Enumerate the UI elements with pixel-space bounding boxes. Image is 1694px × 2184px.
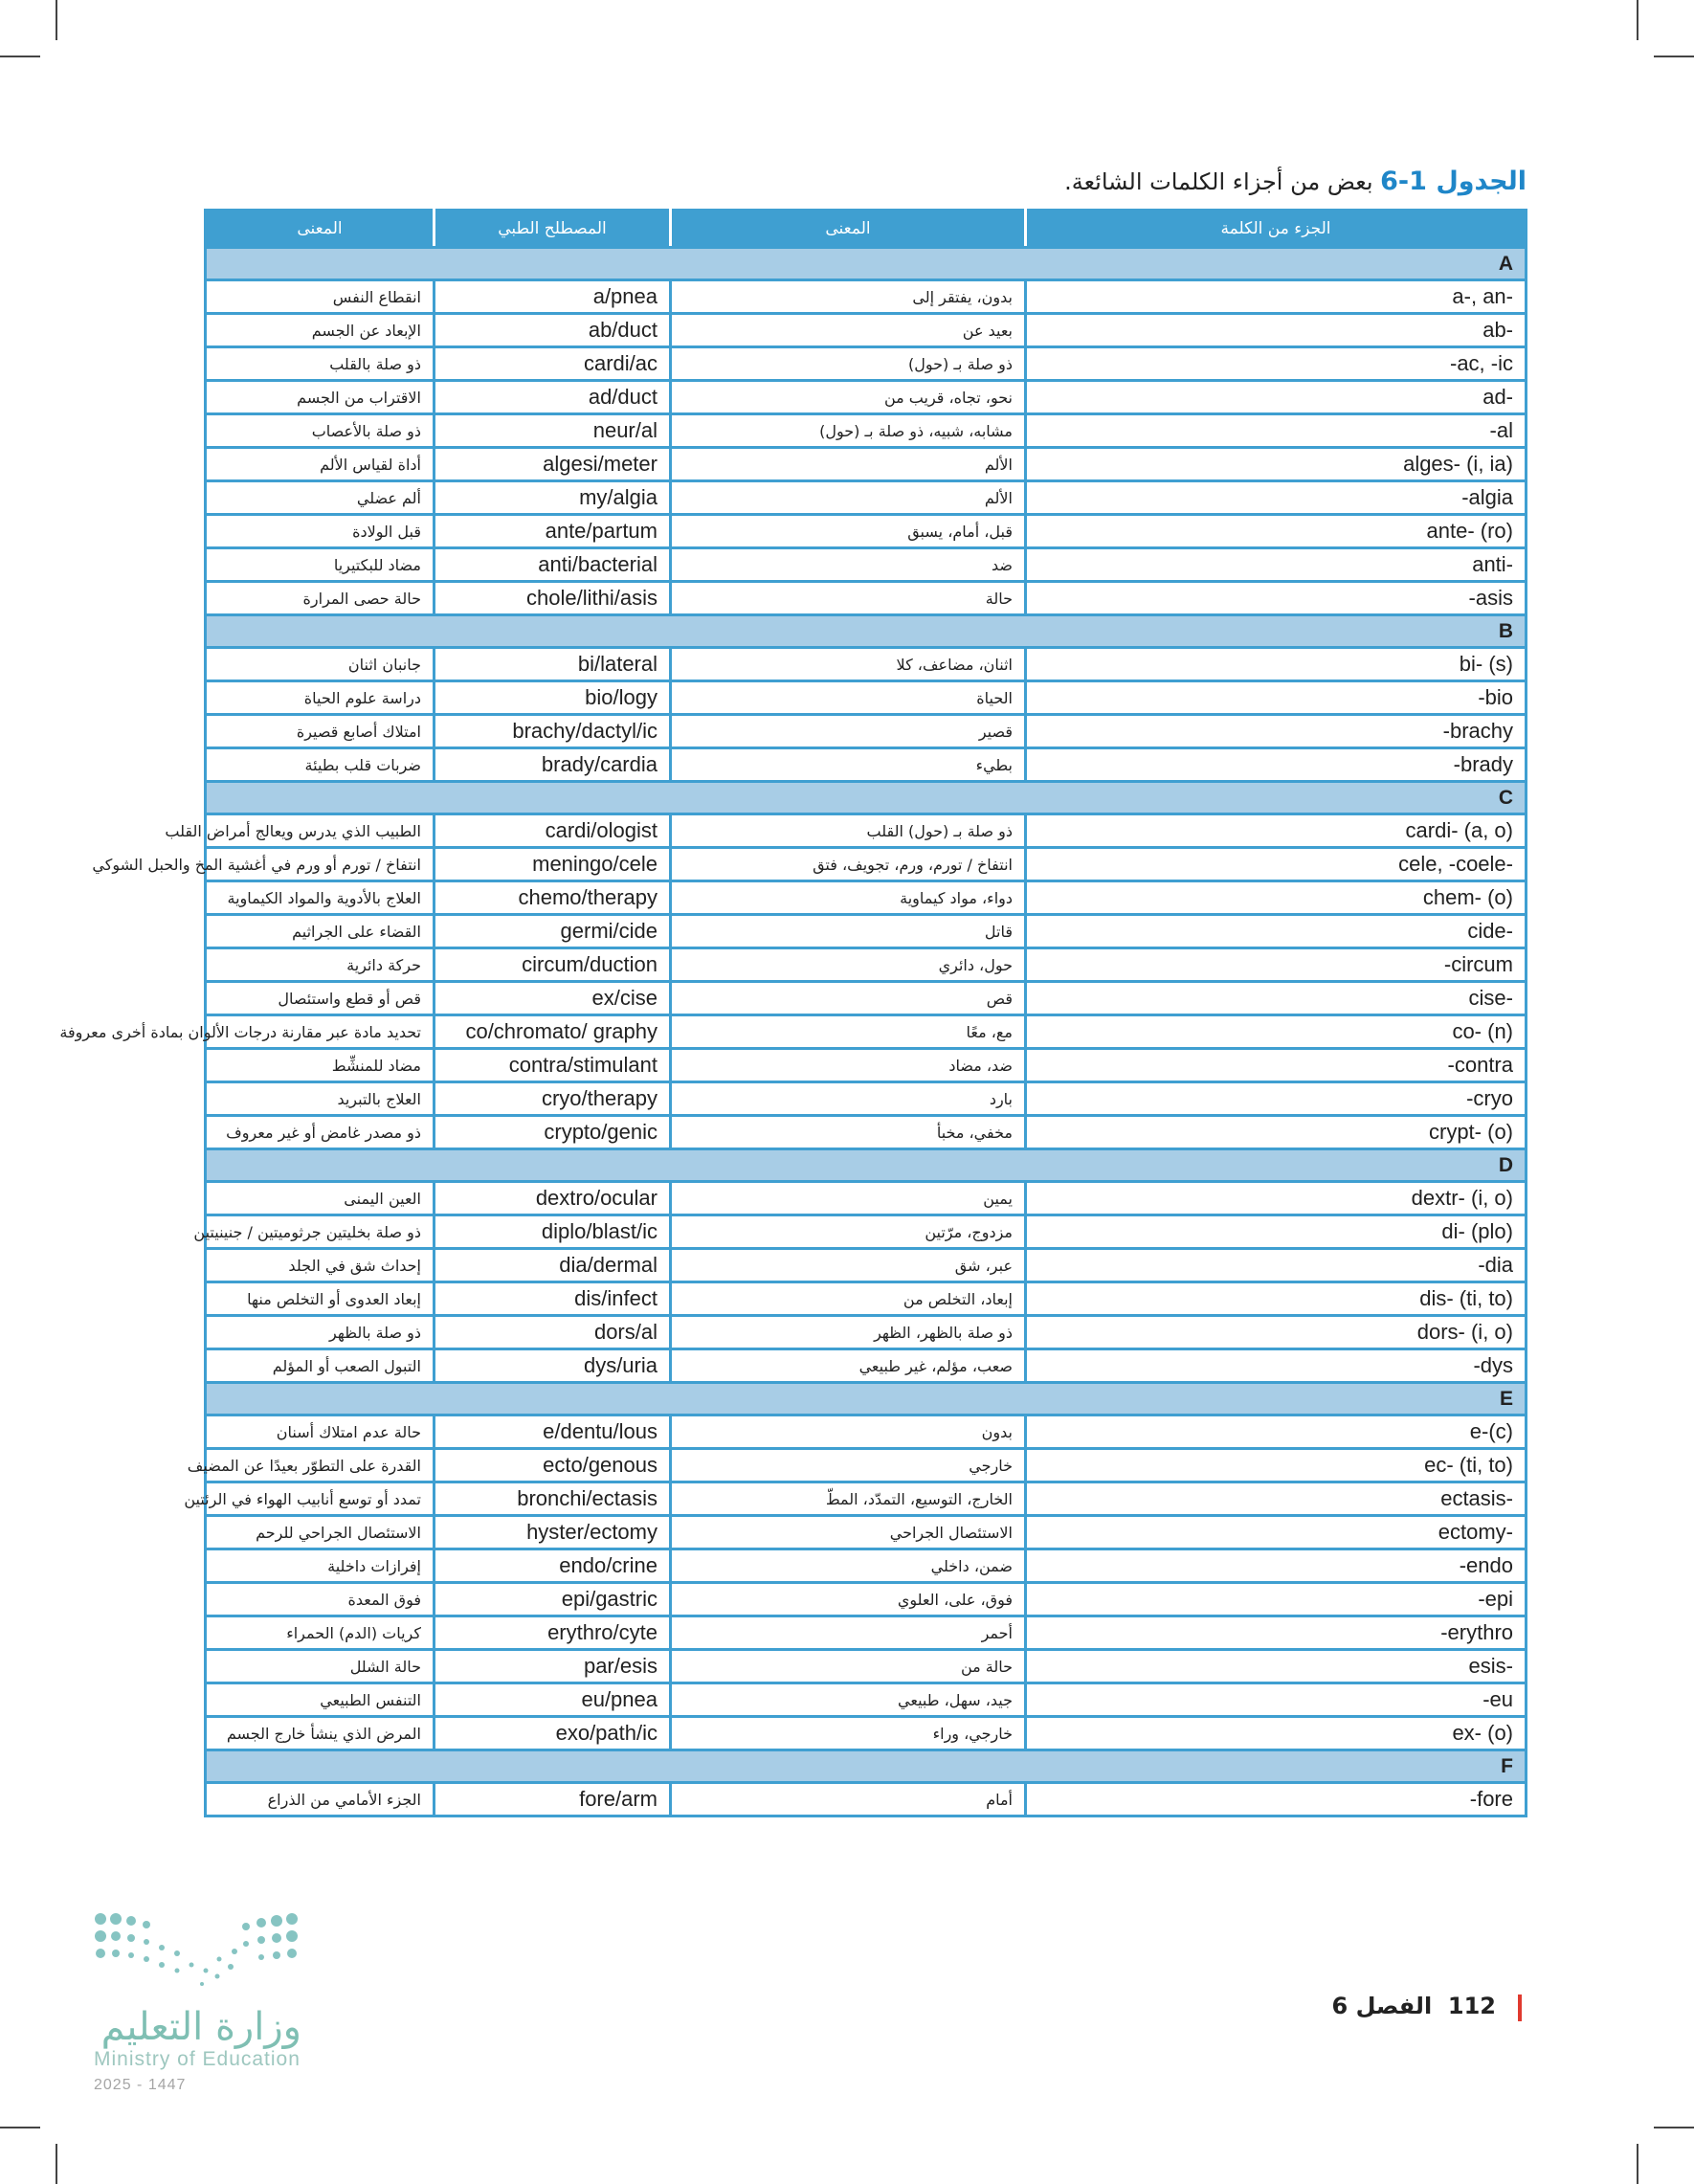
meaning-cell: نحو، تجاه، قريب من [671, 381, 1026, 414]
caption-text: بعض من أجزاء الكلمات الشائعة. [1064, 168, 1381, 195]
medical-term-cell: anti/bacterial [435, 548, 671, 582]
medical-term-cell: ecto/genous [435, 1449, 671, 1482]
word-part-cell: -asis [1026, 582, 1527, 615]
example-meaning-cell: انقطاع النفس [206, 280, 435, 314]
example-meaning-cell: العين اليمنى [206, 1182, 435, 1215]
example-meaning-cell: الجزء الأمامي من الذراع [206, 1783, 435, 1816]
medical-term-cell: ante/partum [435, 515, 671, 548]
table-row [206, 915, 1527, 948]
example-meaning-cell: إفرازات داخلية [206, 1549, 435, 1583]
medical-term-cell: ex/cise [435, 982, 671, 1015]
caption-label: الجدول 1-6 [1380, 167, 1527, 196]
logo-year-text: 2025 - 1447 [94, 2077, 187, 2093]
footer-page-info [1332, 1993, 1496, 2019]
meaning-cell: قصير [671, 715, 1026, 748]
table-row [206, 582, 1527, 615]
word-part-cell: cele, -coele- [1026, 848, 1527, 881]
medical-term-cell: cardi/ac [435, 347, 671, 381]
word-part-cell: esis- [1026, 1650, 1527, 1683]
table-row [206, 448, 1527, 481]
word-part-cell: -cryo [1026, 1082, 1527, 1116]
crop-mark [56, 0, 57, 40]
word-part-cell: -dia [1026, 1249, 1527, 1282]
table-row [206, 881, 1527, 915]
word-part-cell: ad- [1026, 381, 1527, 414]
table-row [206, 1415, 1527, 1449]
meaning-cell: الألم [671, 448, 1026, 481]
medical-term-cell: algesi/meter [435, 448, 671, 481]
example-meaning-cell: حالة الشلل [206, 1650, 435, 1683]
table-row [206, 1717, 1527, 1750]
medical-term-cell: germi/cide [435, 915, 671, 948]
header-meaning-2: المعنى [206, 211, 435, 248]
section-letter: B [206, 615, 1527, 648]
meaning-cell: بعيد عن [671, 314, 1026, 347]
header-word-part: الجزء من الكلمة [1026, 211, 1527, 248]
logo-arabic-text: وزارة التعليم [100, 2005, 301, 2049]
word-part-cell: -contra [1026, 1049, 1527, 1082]
word-part-cell: bi- (s) [1026, 648, 1527, 681]
medical-term-cell: dextro/ocular [435, 1182, 671, 1215]
word-part-cell: dextr- (i, o) [1026, 1182, 1527, 1215]
medical-term-cell: dis/infect [435, 1282, 671, 1316]
meaning-cell: قاتل [671, 915, 1026, 948]
meaning-cell: أحمر [671, 1616, 1026, 1650]
word-part-cell: ante- (ro) [1026, 515, 1527, 548]
table-row [206, 280, 1527, 314]
medical-term-cell: brady/cardia [435, 748, 671, 782]
word-part-cell: chem- (o) [1026, 881, 1527, 915]
meaning-cell: قبل، أمام، يسبق [671, 515, 1026, 548]
meaning-cell: حول، دائري [671, 948, 1026, 982]
example-meaning-cell: قص أو قطع واستئصال [206, 982, 435, 1015]
crop-mark [1637, 0, 1638, 40]
medical-term-cell: crypto/genic [435, 1116, 671, 1149]
meaning-cell: يمين [671, 1182, 1026, 1215]
section-letter: E [206, 1383, 1527, 1415]
meaning-cell: دواء، مواد كيماوية [671, 881, 1026, 915]
table-row [206, 314, 1527, 347]
table-row [206, 515, 1527, 548]
meaning-cell: بدون [671, 1415, 1026, 1449]
chapter-label: الفصل 6 [1331, 1993, 1433, 2019]
meaning-cell: الحياة [671, 681, 1026, 715]
example-meaning-cell: تحديد مادة عبر مقارنة درجات الألوان بمادة أخرى معروفة [206, 1015, 435, 1049]
table-row [206, 1316, 1527, 1349]
table-row [206, 548, 1527, 582]
medical-term-cell: e/dentu/lous [435, 1415, 671, 1449]
example-meaning-cell: أداة لقياس الألم [206, 448, 435, 481]
example-meaning-cell: إبعاد العدوى أو التخلص منها [206, 1282, 435, 1316]
meaning-cell: جيد، سهل، طبيعي [671, 1683, 1026, 1717]
word-part-cell: alges- (i, ia) [1026, 448, 1527, 481]
word-part-cell: -al [1026, 414, 1527, 448]
example-meaning-cell: المرض الذي ينشأ خارج الجسم [206, 1717, 435, 1750]
table-row [206, 1516, 1527, 1549]
table-row [206, 814, 1527, 848]
page-footer [1330, 1993, 1541, 2025]
table-row [206, 715, 1527, 748]
crop-mark [1654, 2127, 1694, 2128]
medical-term-cell: contra/stimulant [435, 1049, 671, 1082]
example-meaning-cell: التبول الصعب أو المؤلم [206, 1349, 435, 1383]
meaning-cell: إبعاد، التخلص من [671, 1282, 1026, 1316]
crop-mark [1637, 2144, 1638, 2184]
word-part-cell: co- (n) [1026, 1015, 1527, 1049]
table-row [206, 1549, 1527, 1583]
table-row [206, 1082, 1527, 1116]
medical-term-cell: bi/lateral [435, 648, 671, 681]
medical-term-cell: neur/al [435, 414, 671, 448]
section-letter: D [206, 1149, 1527, 1182]
meaning-cell: حالة [671, 582, 1026, 615]
table-row [206, 1616, 1527, 1650]
word-part-cell: -bio [1026, 681, 1527, 715]
example-meaning-cell: انتفاخ / تورم أو ورم في أغشية المخ والحبل الشوكي [206, 848, 435, 881]
table-row [206, 848, 1527, 881]
table-body [59, 248, 1527, 1816]
table-row [206, 681, 1527, 715]
word-part-cell: -brachy [1026, 715, 1527, 748]
table-row [206, 948, 1527, 982]
example-meaning-cell: العلاج بالأدوية والمواد الكيماوية [206, 881, 435, 915]
example-meaning-cell: الاقتراب من الجسم [206, 381, 435, 414]
logo-english-text: Ministry of Education [94, 2048, 301, 2070]
word-part-cell: -eu [1026, 1683, 1527, 1717]
medical-term-cell: co/chromato/ graphy [435, 1015, 671, 1049]
example-meaning-cell: ذو مصدر غامض أو غير معروف [206, 1116, 435, 1149]
meaning-cell: ضد [671, 548, 1026, 582]
example-meaning-cell: حالة عدم امتلاك أسنان [206, 1415, 435, 1449]
medical-term-cell: ad/duct [435, 381, 671, 414]
meaning-cell: مزدوج، مرّتين [671, 1215, 1026, 1249]
example-meaning-cell: ذو صلة بخليتين جرثوميتين / جنينيتين [206, 1215, 435, 1249]
medical-term-cell: chole/lithi/asis [435, 582, 671, 615]
word-part-cell: -dys [1026, 1349, 1527, 1383]
section-row-e [206, 1383, 1527, 1415]
meaning-cell: الخارج، التوسيع، التمدّد، المطّ [671, 1482, 1026, 1516]
example-meaning-cell: حركة دائرية [206, 948, 435, 982]
medical-term-cell: dys/uria [435, 1349, 671, 1383]
example-meaning-cell: الاستئصال الجراحي للرحم [206, 1516, 435, 1549]
meaning-cell: قص [671, 982, 1026, 1015]
example-meaning-cell: الطبيب الذي يدرس ويعالج أمراض القلب [206, 814, 435, 848]
medical-term-cell: diplo/blast/ic [435, 1215, 671, 1249]
meaning-cell: الألم [671, 481, 1026, 515]
medical-term-cell: dors/al [435, 1316, 671, 1349]
section-letter: A [206, 248, 1527, 280]
example-meaning-cell: القدرة على التطوّر بعيدًا عن المضيف [206, 1449, 435, 1482]
meaning-cell: بارد [671, 1082, 1026, 1116]
word-part-cell: cardi- (a, o) [1026, 814, 1527, 848]
meaning-cell: ضد، مضاد [671, 1049, 1026, 1082]
example-meaning-cell: قبل الولادة [206, 515, 435, 548]
table-row [206, 1249, 1527, 1282]
ministry-logo [91, 1909, 311, 2101]
word-part-cell: -endo [1026, 1549, 1527, 1583]
word-part-cell: crypt- (o) [1026, 1116, 1527, 1149]
logo-dots-icon [91, 1909, 311, 2000]
medical-term-cell: epi/gastric [435, 1583, 671, 1616]
meaning-cell: فوق، على، العلوي [671, 1583, 1026, 1616]
word-part-cell: ec- (ti, to) [1026, 1449, 1527, 1482]
word-part-cell: -fore [1026, 1783, 1527, 1816]
section-row-f [206, 1750, 1527, 1783]
example-meaning-cell: العلاج بالتبريد [206, 1082, 435, 1116]
medical-term-cell: cryo/therapy [435, 1082, 671, 1116]
word-part-cell: -algia [1026, 481, 1527, 515]
example-meaning-cell: إحداث شق في الجلد [206, 1249, 435, 1282]
word-part-cell: dis- (ti, to) [1026, 1282, 1527, 1316]
meaning-cell: ضمن، داخلي [671, 1549, 1026, 1583]
table-row [206, 1482, 1527, 1516]
meaning-cell: ذو صلة بالظهر، الظهر [671, 1316, 1026, 1349]
table-row [206, 381, 1527, 414]
header-medical-term: المصطلح الطبي [435, 211, 671, 248]
table-row [206, 1349, 1527, 1383]
example-meaning-cell: ذو صلة بالقلب [206, 347, 435, 381]
section-letter: C [206, 782, 1527, 814]
table-row [206, 414, 1527, 448]
meaning-cell: عبر، شق [671, 1249, 1026, 1282]
example-meaning-cell: ذو صلة بالظهر [206, 1316, 435, 1349]
example-meaning-cell: مضاد للمنشِّط [206, 1049, 435, 1082]
table-row [206, 1282, 1527, 1316]
medical-term-cell: hyster/ectomy [435, 1516, 671, 1549]
meaning-cell: اثنان، مضاعف، كلا [671, 648, 1026, 681]
medical-term-cell: cardi/ologist [435, 814, 671, 848]
section-row-d [206, 1149, 1527, 1182]
medical-term-cell: circum/duction [435, 948, 671, 982]
table-row [206, 1182, 1527, 1215]
table-row [206, 1015, 1527, 1049]
medical-term-cell: meningo/cele [435, 848, 671, 881]
word-part-cell: ab- [1026, 314, 1527, 347]
example-meaning-cell: ألم عضلي [206, 481, 435, 515]
example-meaning-cell: كريات (الدم) الحمراء [206, 1616, 435, 1650]
table-row [206, 1650, 1527, 1683]
meaning-cell: حالة من [671, 1650, 1026, 1683]
meaning-cell: بطيء [671, 748, 1026, 782]
table-row [206, 748, 1527, 782]
table-row [206, 1683, 1527, 1717]
word-part-cell: ectomy- [1026, 1516, 1527, 1549]
meaning-cell: أمام [671, 1783, 1026, 1816]
table-row [206, 1783, 1527, 1816]
medical-term-cell: exo/path/ic [435, 1717, 671, 1750]
crop-mark [0, 56, 40, 57]
medical-term-cell: dia/dermal [435, 1249, 671, 1282]
example-meaning-cell: تمدد أو توسع أنابيب الهواء في الرئتين [206, 1482, 435, 1516]
medical-term-cell: a/pnea [435, 280, 671, 314]
example-meaning-cell: القضاء على الجراثيم [206, 915, 435, 948]
section-letter: F [206, 1750, 1527, 1783]
section-row-c [206, 782, 1527, 814]
word-part-cell: dors- (i, o) [1026, 1316, 1527, 1349]
table-row [206, 1583, 1527, 1616]
word-parts-table [59, 209, 1527, 1817]
footer-accent-bar [1518, 1995, 1522, 2021]
medical-term-cell: bronchi/ectasis [435, 1482, 671, 1516]
word-part-cell: cide- [1026, 915, 1527, 948]
example-meaning-cell: جانبان اثنان [206, 648, 435, 681]
crop-mark [1654, 56, 1694, 57]
example-meaning-cell: مضاد للبكتيريا [206, 548, 435, 582]
crop-mark [0, 2127, 40, 2128]
word-part-cell: ectasis- [1026, 1482, 1527, 1516]
word-part-cell: -ac, -ic [1026, 347, 1527, 381]
word-part-cell: anti- [1026, 548, 1527, 582]
word-part-cell: -epi [1026, 1583, 1527, 1616]
table-row [206, 481, 1527, 515]
word-part-cell: cise- [1026, 982, 1527, 1015]
header-meaning-1: المعنى [671, 211, 1026, 248]
meaning-cell: ذو صلة بـ (حول) القلب [671, 814, 1026, 848]
meaning-cell: خارجي [671, 1449, 1026, 1482]
meaning-cell: مشابه، شبيه، ذو صلة بـ (حول) [671, 414, 1026, 448]
medical-term-cell: erythro/cyte [435, 1616, 671, 1650]
medical-term-cell: par/esis [435, 1650, 671, 1683]
word-part-cell: e-(c) [1026, 1415, 1527, 1449]
example-meaning-cell: حالة حصى المرارة [206, 582, 435, 615]
table-row [206, 1116, 1527, 1149]
meaning-cell: ذو صلة بـ (حول) [671, 347, 1026, 381]
table-row [206, 1449, 1527, 1482]
example-meaning-cell: فوق المعدة [206, 1583, 435, 1616]
medical-term-cell: fore/arm [435, 1783, 671, 1816]
example-meaning-cell: التنفس الطبيعي [206, 1683, 435, 1717]
meaning-cell: مع، معًا [671, 1015, 1026, 1049]
page-number: 112 [1447, 1993, 1496, 2019]
meaning-cell: صعب، مؤلم، غير طبيعي [671, 1349, 1026, 1383]
example-meaning-cell: ضربات قلب بطيئة [206, 748, 435, 782]
example-meaning-cell: ذو صلة بالأعصاب [206, 414, 435, 448]
medical-term-cell: chemo/therapy [435, 881, 671, 915]
table-header-row [206, 211, 1527, 248]
word-part-cell: di- (plo) [1026, 1215, 1527, 1249]
medical-term-cell: ab/duct [435, 314, 671, 347]
word-part-cell: -brady [1026, 748, 1527, 782]
medical-term-cell: bio/logy [435, 681, 671, 715]
medical-term-cell: brachy/dactyl/ic [435, 715, 671, 748]
medical-term-cell: my/algia [435, 481, 671, 515]
crop-mark [56, 2144, 57, 2184]
word-part-cell: -circum [1026, 948, 1527, 982]
meaning-cell: مخفي، مخبأ [671, 1116, 1026, 1149]
meaning-cell: انتفاخ / تورم، ورم، تجويف، فتق [671, 848, 1026, 881]
meaning-cell: بدون، يفتقر إلى [671, 280, 1026, 314]
word-part-cell: ex- (o) [1026, 1717, 1527, 1750]
table-row [206, 1215, 1527, 1249]
example-meaning-cell: امتلاك أصابع قصيرة [206, 715, 435, 748]
table-caption [167, 163, 1527, 201]
section-row-b [206, 615, 1527, 648]
table-row [206, 982, 1527, 1015]
table-row [206, 648, 1527, 681]
meaning-cell: خارجي، وراء [671, 1717, 1026, 1750]
medical-term-cell: eu/pnea [435, 1683, 671, 1717]
meaning-cell: الاستئصال الجراحي [671, 1516, 1026, 1549]
table-row [206, 1049, 1527, 1082]
medical-term-cell: endo/crine [435, 1549, 671, 1583]
word-part-cell: -erythro [1026, 1616, 1527, 1650]
table-row [206, 347, 1527, 381]
section-row-a [206, 248, 1527, 280]
example-meaning-cell: الإبعاد عن الجسم [206, 314, 435, 347]
example-meaning-cell: دراسة علوم الحياة [206, 681, 435, 715]
word-part-cell: a-, an- [1026, 280, 1527, 314]
